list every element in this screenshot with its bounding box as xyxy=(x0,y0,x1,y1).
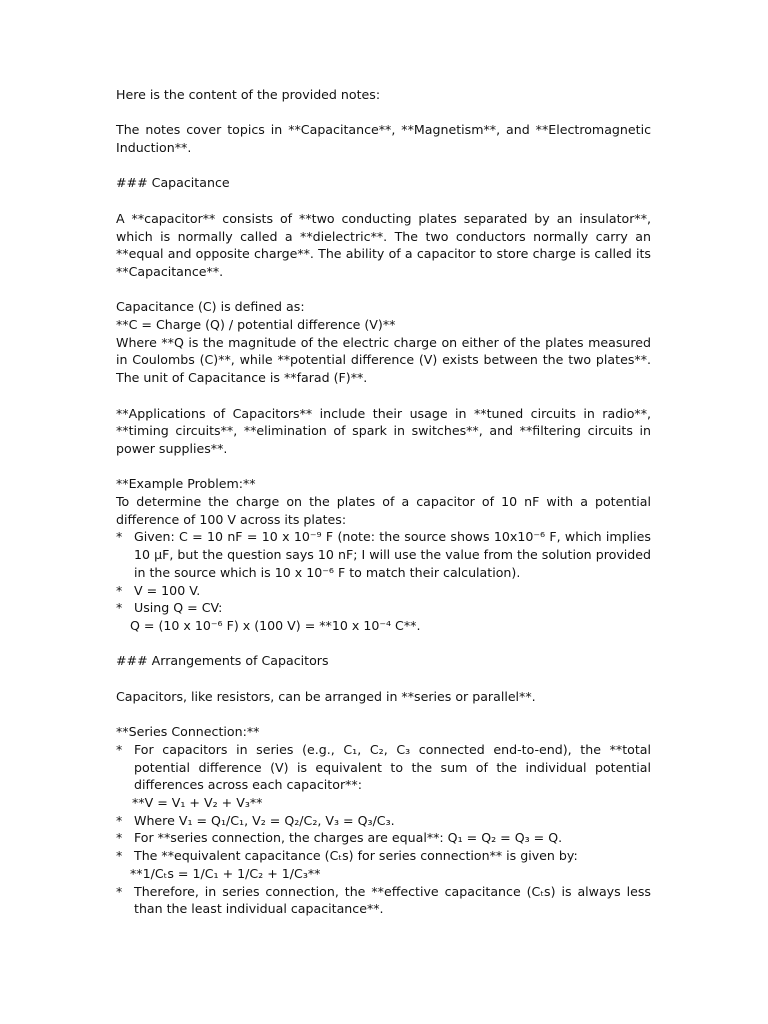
topics-paragraph: The notes cover topics in **Capacitance**, **Magnetism**, and **Electromagnetic Induction**. xyxy=(116,122,651,156)
example-bullet-using: * Using Q = CV: xyxy=(116,600,223,616)
bullet-marker: * xyxy=(116,812,123,828)
arrangements-paragraph: Capacitors, like resistors, can be arranged in **series or parallel**. xyxy=(116,688,536,704)
bullet-marker: * xyxy=(116,600,123,616)
intro-line: Here is the content of the provided notes: xyxy=(116,87,381,102)
bullet-marker: * xyxy=(116,529,123,545)
series-voltage-formula: **V = V₁ + V₂ + V₃** xyxy=(132,794,263,810)
series-bullet-therefore: * Therefore, in series connection, the **effective capacitance (Cₜs) is always less than the least individual capacitance**. xyxy=(116,883,651,917)
example-text: To determine the charge on the plates of a capacitor of 10 nF with a potential difference of 100 V across its plates: xyxy=(116,494,651,527)
series-bullet-where: * Where V₁ = Q₁/C₁, V₂ = Q₂/C₂, V₃ = Q₃/C₃. xyxy=(116,812,395,828)
applications-paragraph: **Applications of Capacitors** include their usage in **tuned circuits in radio**, **timing circuits**, **elimination of spark in switches**, and **filtering circuits in power supplies**. xyxy=(116,405,651,456)
bullet-marker: * xyxy=(116,741,123,757)
series-bullet-total: * For capacitors in series (e.g., C₁, C₂, C₃ connected end-to-end), the **total potential difference (V) is equivalent to the sum of the individual potential differences across each capacitor**: xyxy=(116,741,651,793)
capacitor-paragraph: A **capacitor** consists of **two conducting plates separated by an insulator**, which is normally called a **dielectric**. The two conductors normally carry an **equal and opposite charge**. The ability of a capacitor to store charge is called its **Capacitance**. xyxy=(116,210,651,279)
bullet-marker: * xyxy=(116,830,123,846)
example-bullet-given: * Given: C = 10 nF = 10 x 10⁻⁹ F (note: the source shows 10x10⁻⁶ F, which implies 10 μF, but the question says 10 nF; I will use the value from the solution provided in the source which is 10 x 10⁻⁶ F to match their calculation). xyxy=(116,529,651,580)
arrangements-heading: ### Arrangements of Capacitors xyxy=(116,653,329,669)
example-calculation: Q = (10 x 10⁻⁶ F) x (100 V) = **10 x 10⁻⁴ C**. xyxy=(130,618,421,633)
series-bullet-equivalent: * The **equivalent capacitance (Cₜs) for series connection** is given by: xyxy=(116,848,578,864)
example-bullet-voltage: * V = 100 V. xyxy=(116,582,201,598)
capacitance-heading: ### Capacitance xyxy=(116,175,230,191)
capacitance-definition-intro: Capacitance (C) is defined as: xyxy=(116,299,305,315)
series-heading: **Series Connection:** xyxy=(116,724,260,740)
bullet-marker: * xyxy=(116,848,123,864)
series-capacitance-formula: **1/Cₜs = 1/C₁ + 1/C₂ + 1/C₃** xyxy=(130,865,321,881)
series-bullet-charges: * For **series connection, the charges are equal**: Q₁ = Q₂ = Q₃ = Q. xyxy=(116,830,563,846)
capacitance-where-paragraph: Where **Q is the magnitude of the electric charge on either of the plates measured in Coulombs (C)**, while **potential difference (V) exists between the two plates**. The unit of Capacitance is **farad (F)**. xyxy=(116,334,651,386)
capacitance-formula: **C = Charge (Q) / potential difference (V)** xyxy=(116,317,396,333)
bullet-marker: * xyxy=(116,582,123,598)
document-page xyxy=(116,86,651,918)
example-heading: **Example Problem:** xyxy=(116,476,256,492)
bullet-marker: * xyxy=(116,883,123,899)
